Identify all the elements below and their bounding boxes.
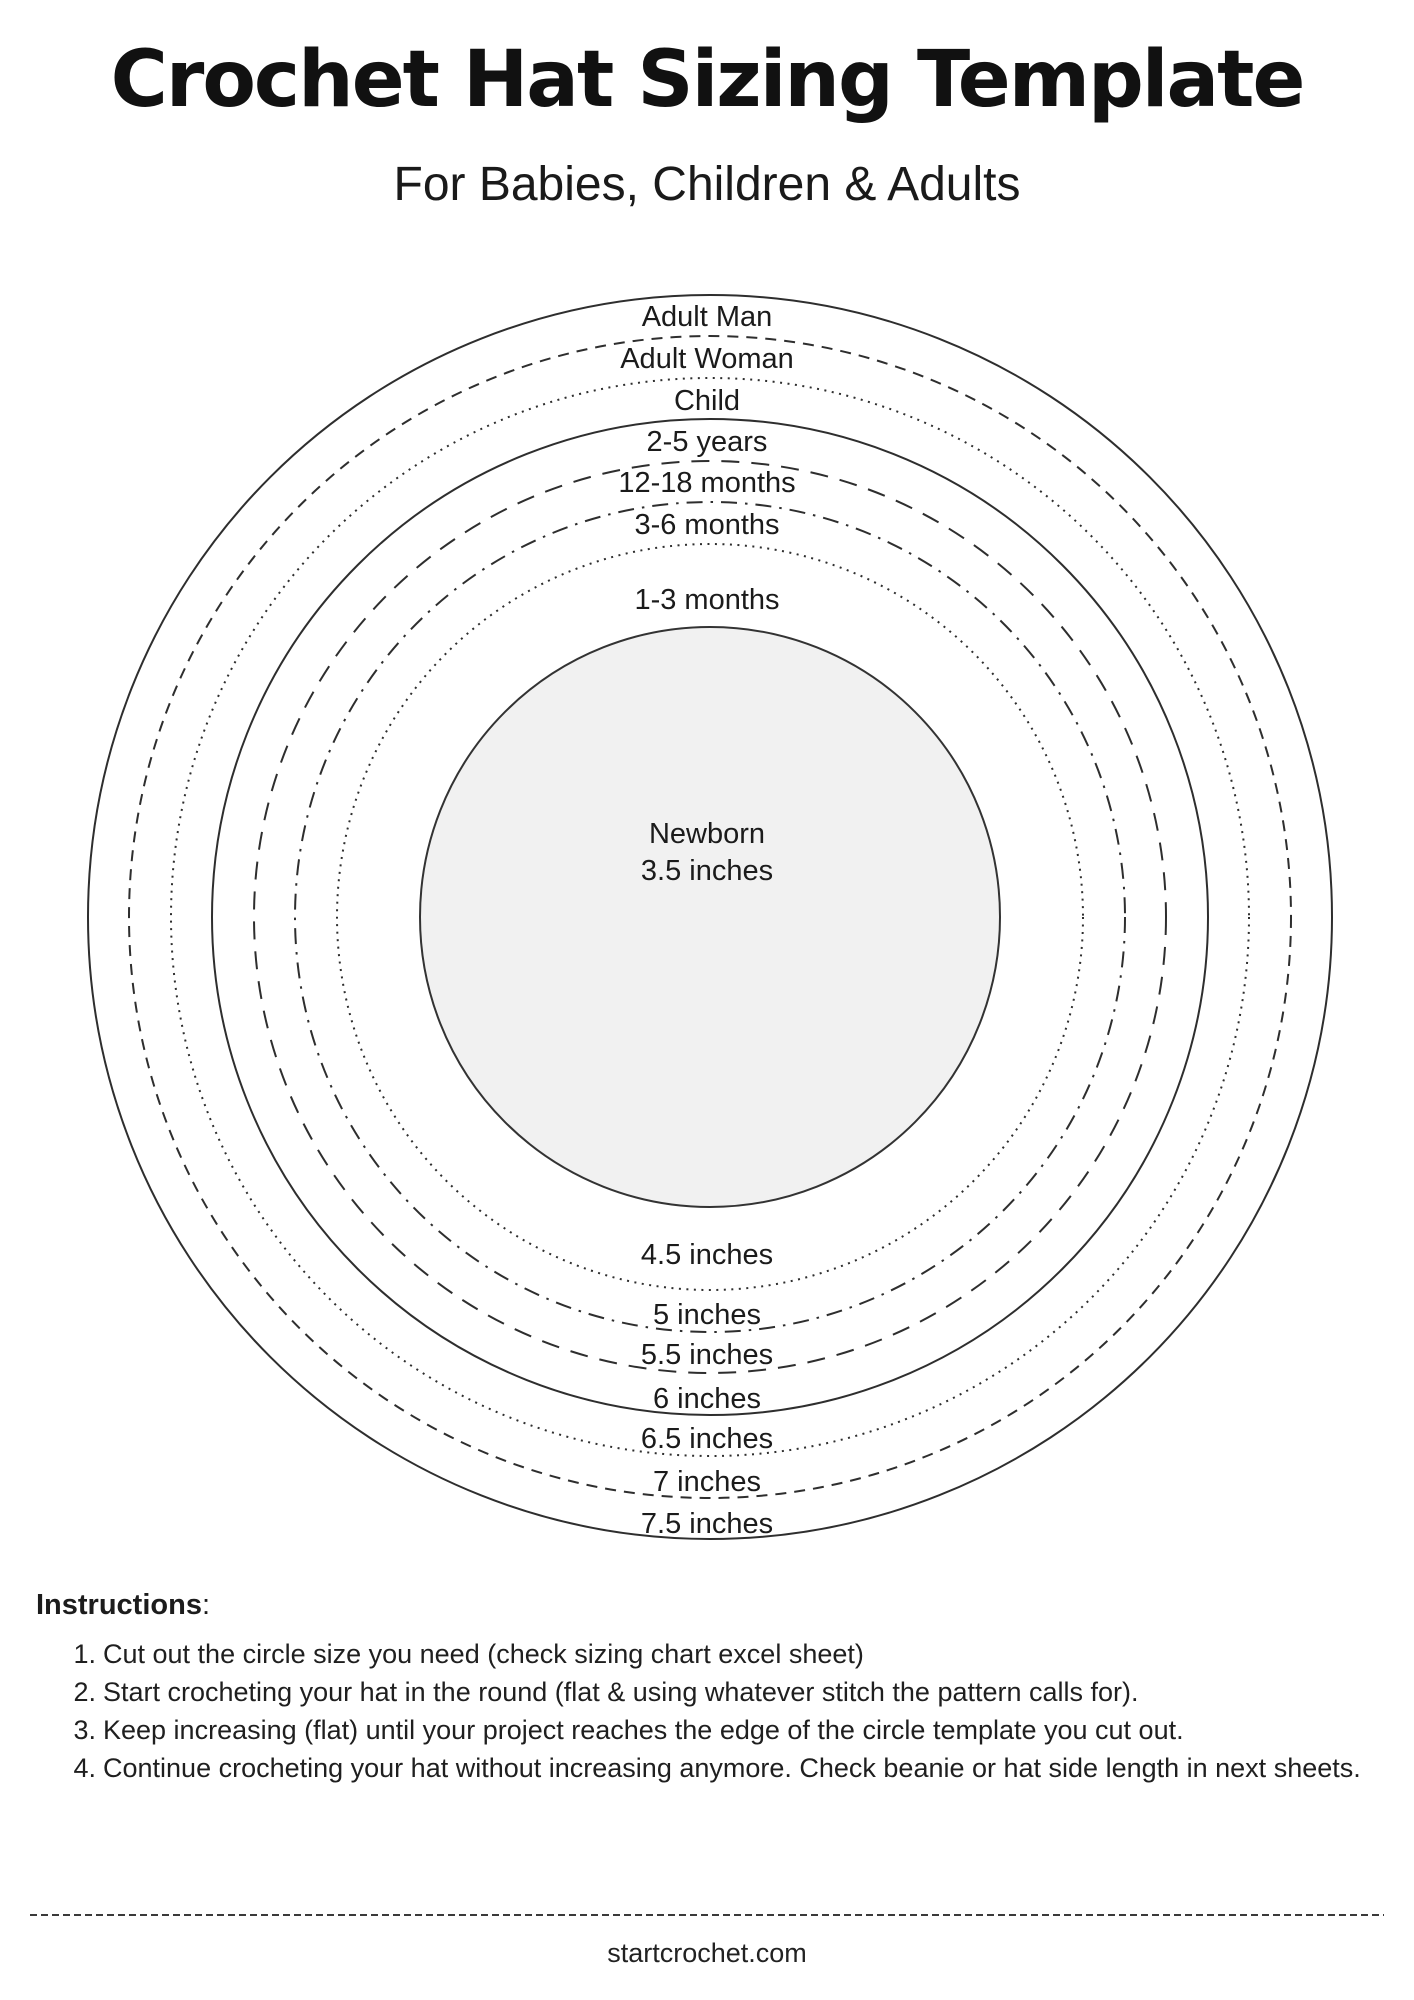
- ring-size-child: 6.5 inches: [640, 1423, 774, 1455]
- ring-label-2-5-years: 2-5 years: [646, 426, 768, 458]
- ring-label-3-6-months: 3-6 months: [634, 509, 780, 541]
- page-title: Crochet Hat Sizing Template: [110, 35, 1304, 125]
- instructions-heading-colon: :: [201, 1589, 211, 1621]
- instructions-heading-text: Instructions: [36, 1589, 202, 1621]
- ring-label-1-3-months: 1-3 months: [634, 584, 780, 616]
- instructions-list: [36, 1635, 1404, 1787]
- footer-website: startcrochet.com: [607, 1938, 807, 1968]
- dashed-separator-line: [30, 1914, 1384, 1916]
- ring-size-2-5-years: 6 inches: [652, 1383, 761, 1415]
- page-subtitle: For Babies, Children & Adults: [393, 158, 1021, 211]
- instruction-step-2: Start crocheting your hat in the round (flat & using whatever stitch the pattern calls for).: [103, 1676, 1139, 1707]
- ring-label-adult-woman: Adult Woman: [620, 343, 794, 375]
- ring-size-12-18-months: 5.5 inches: [640, 1339, 774, 1371]
- instructions-heading: [36, 1588, 1404, 1623]
- ring-size-1-3-months: 4.5 inches: [640, 1239, 774, 1271]
- ring-newborn: [420, 627, 1000, 1207]
- ring-label-child: Child: [673, 385, 741, 417]
- instruction-step-4: Continue crocheting your hat without increasing anymore. Check beanie or hat side length in next sheets.: [103, 1752, 1361, 1783]
- ring-size-adult-woman: 7 inches: [652, 1466, 761, 1498]
- ring-size-adult-man: 7.5 inches: [640, 1508, 774, 1540]
- instruction-step-3: Keep increasing (flat) until your project reaches the edge of the circle template you cut out.: [103, 1714, 1184, 1745]
- ring-size-3-6-months: 5 inches: [652, 1299, 761, 1331]
- center-label-name: Newborn: [648, 818, 766, 850]
- instructions-section: [36, 1588, 1404, 1787]
- ring-label-adult-man: Adult Man: [641, 301, 773, 333]
- center-label-size: 3.5 inches: [640, 855, 774, 887]
- ring-label-12-18-months: 12-18 months: [618, 467, 796, 499]
- instruction-step-1: Cut out the circle size you need (check sizing chart excel sheet): [103, 1638, 864, 1669]
- center-label-newborn: [0, 816, 1414, 890]
